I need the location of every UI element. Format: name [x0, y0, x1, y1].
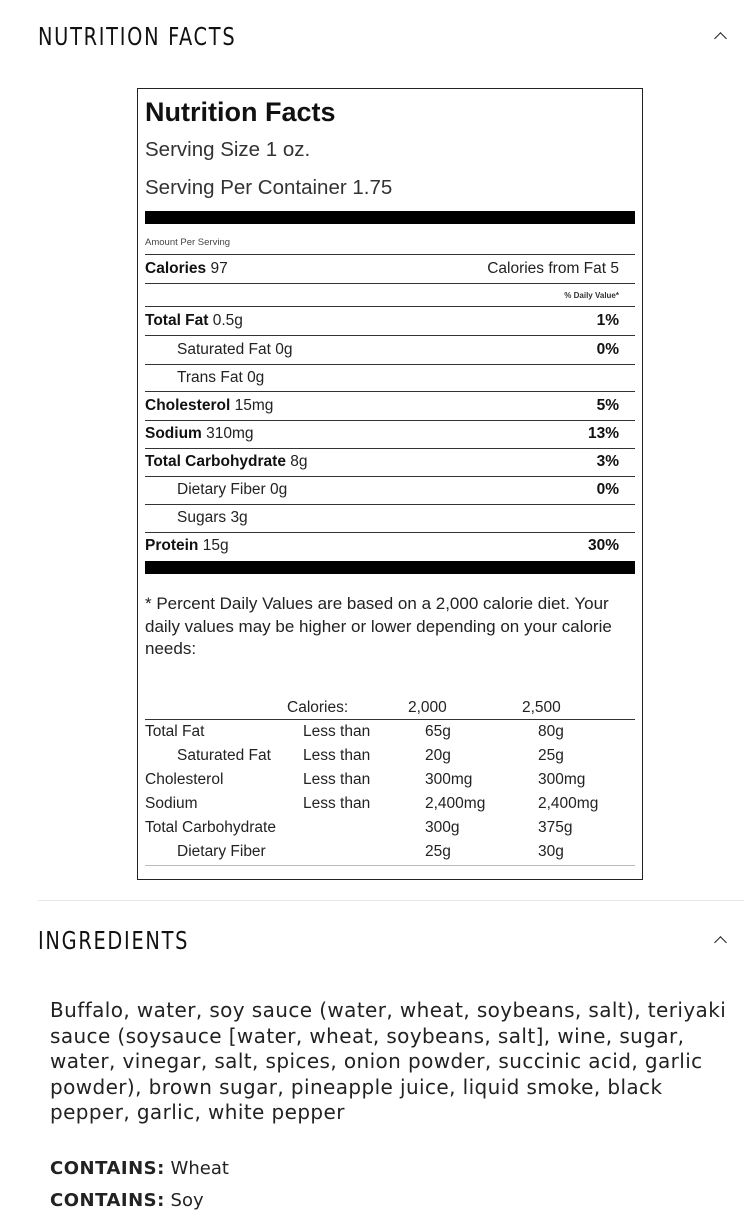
reference-cell: Less than	[303, 771, 371, 788]
reference-header-cell: 2,000	[408, 699, 447, 716]
reference-cell: 300mg	[538, 771, 586, 788]
divider	[145, 306, 635, 307]
nutrient-amount: 0g	[270, 481, 288, 498]
reference-cell: Saturated Fat	[177, 747, 271, 764]
nutrition-label	[137, 88, 643, 880]
nutrient-row	[145, 365, 635, 391]
divider	[145, 254, 635, 255]
nutrient-row	[145, 393, 635, 419]
chevron-up-icon[interactable]	[714, 934, 726, 946]
nutrient-name: Dietary Fiber	[177, 481, 266, 498]
reference-header-cell: Calories:	[287, 699, 349, 716]
reference-cell: 25g	[538, 747, 564, 764]
daily-value-header: % Daily Value*	[564, 291, 619, 300]
reference-cell: Sodium	[145, 795, 198, 812]
reference-cell: Total Fat	[145, 723, 205, 740]
allergen-value: Wheat	[170, 1158, 229, 1179]
nutrient-amount: 0.5g	[212, 312, 243, 329]
nutrient-row	[145, 308, 635, 334]
reference-cell: 80g	[538, 723, 564, 740]
nutrient-amount: 310mg	[206, 425, 254, 442]
ingredients-heading: INGREDIENTS	[38, 925, 190, 955]
nutrient-name: Protein	[145, 537, 199, 554]
nutrient-amount: 0g	[247, 369, 265, 386]
reference-cell: 25g	[425, 843, 451, 860]
nutrient-percent: 13%	[587, 425, 619, 442]
nutrient-name: Trans Fat	[177, 369, 243, 386]
divider	[145, 283, 635, 284]
nutrient-row	[145, 337, 635, 363]
reference-cell: Total Carbohydrate	[145, 819, 276, 836]
nutrient-percent: 0%	[596, 341, 619, 358]
allergen-line	[50, 1158, 229, 1179]
servings-per-container: Serving Per Container 1.75	[145, 176, 393, 199]
nutrient-amount: 15mg	[234, 397, 274, 414]
divider	[145, 391, 635, 392]
nutrient-name: Sugars	[177, 509, 227, 526]
nutrient-amount: 8g	[290, 453, 308, 470]
nutrient-amount: 0g	[275, 341, 293, 358]
allergen-label: CONTAINS:	[50, 1158, 165, 1179]
nutrient-name: Saturated Fat	[177, 341, 271, 358]
ingredients-text: Buffalo, water, soy sauce (water, wheat, soybeans, salt), teriyaki sauce (soysauce [water, wheat, soybeans, salt], wine, sugar, water, vinegar, salt, spices, onion powder, succinic acid, garlic powder), brown sugar, pineapple juice, liquid smoke, black pepper, garlic, white pepper	[50, 998, 727, 1124]
reference-cell: 375g	[538, 819, 573, 836]
label-title: Nutrition Facts	[145, 97, 336, 127]
reference-row	[145, 723, 635, 747]
nutrient-percent: 0%	[596, 481, 619, 498]
divider	[145, 865, 635, 866]
nutrient-name: Total Carbohydrate	[145, 453, 286, 470]
nutrient-name: Total Fat	[145, 312, 209, 329]
reference-cell: Less than	[303, 795, 371, 812]
reference-header-cell: 2,500	[522, 699, 561, 716]
reference-cell: Dietary Fiber	[177, 843, 266, 860]
daily-value-footnote: * Percent Daily Values are based on a 2,000 calorie diet. Your daily values may be higher or lower depending on your calorie needs:	[145, 594, 612, 658]
section-divider	[38, 900, 744, 901]
reference-cell: 2,400mg	[425, 795, 486, 812]
reference-cell: 30g	[538, 843, 564, 860]
nutrient-name: Cholesterol	[145, 397, 231, 414]
reference-cell: Less than	[303, 723, 371, 740]
thick-divider	[145, 211, 635, 224]
allergen-label: CONTAINS:	[50, 1190, 165, 1211]
reference-row	[145, 843, 635, 867]
allergen-value: Soy	[170, 1190, 204, 1211]
nutrition-facts-heading: NUTRITION FACTS	[38, 21, 237, 51]
nutrient-name: Sodium	[145, 425, 202, 442]
ingredients-accordion-toggle[interactable]	[38, 922, 726, 958]
nutrient-row	[145, 449, 635, 475]
divider	[145, 335, 635, 336]
divider	[145, 719, 635, 720]
thick-divider	[145, 561, 635, 574]
reference-cell: 65g	[425, 723, 451, 740]
serving-size: Serving Size 1 oz.	[145, 138, 311, 161]
nutrition-facts-accordion-toggle[interactable]	[38, 18, 726, 54]
nutrient-amount: 15g	[202, 537, 229, 554]
allergen-line	[50, 1190, 204, 1211]
reference-cell: Less than	[303, 747, 371, 764]
nutrient-row	[145, 421, 635, 447]
reference-cell: 20g	[425, 747, 451, 764]
reference-cell: 2,400mg	[538, 795, 599, 812]
nutrient-percent: 1%	[596, 312, 619, 329]
nutrient-row	[145, 505, 635, 531]
reference-cell: 300mg	[425, 771, 473, 788]
calories-row	[145, 256, 635, 282]
nutrient-percent: 5%	[596, 397, 619, 414]
nutrient-amount: 3g	[230, 509, 248, 526]
nutrient-percent: 3%	[596, 453, 619, 470]
nutrient-percent: 30%	[587, 537, 619, 554]
calories-label: Calories	[145, 260, 207, 277]
calories-from-fat: Calories from Fat 5	[487, 260, 619, 277]
nutrient-row	[145, 533, 635, 559]
reference-row	[145, 795, 635, 819]
amount-per-serving: Amount Per Serving	[145, 237, 231, 248]
reference-row	[145, 819, 635, 843]
chevron-up-icon[interactable]	[714, 30, 726, 42]
reference-cell: Cholesterol	[145, 771, 224, 788]
nutrient-row	[145, 477, 635, 503]
reference-row	[145, 771, 635, 795]
reference-cell: 300g	[425, 819, 460, 836]
reference-row	[145, 747, 635, 771]
calories-value: 97	[210, 260, 228, 277]
